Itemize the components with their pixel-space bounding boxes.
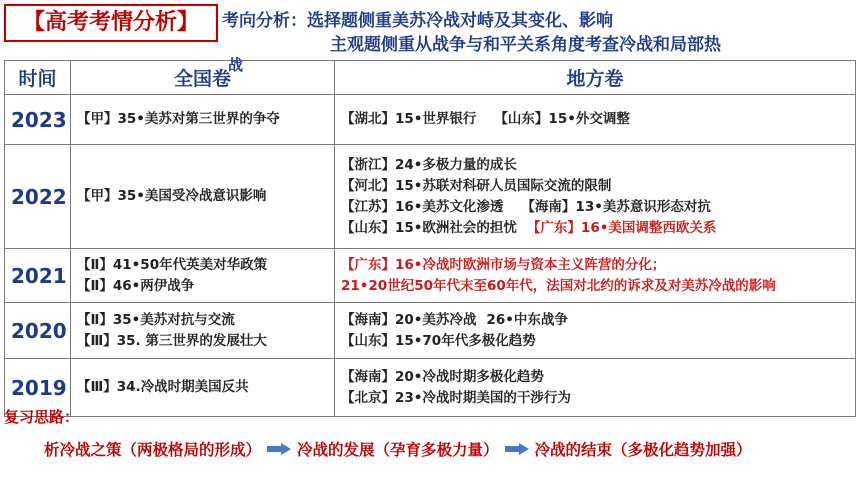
local-item: 【江苏】16•美苏文化渗透 <box>341 198 504 215</box>
analysis-line-1: 考向分析：选择题侧重美苏冷战对峙及其变化、影响 <box>222 11 613 31</box>
local-line <box>341 218 849 239</box>
local-item: 【山东】15•70年代多极化趋势 <box>341 332 536 349</box>
national-cell <box>71 249 335 303</box>
local-item: 【山东】15•欧洲社会的担忧 <box>341 219 517 236</box>
table-row <box>5 303 856 359</box>
local-line <box>341 276 849 297</box>
table-row <box>5 359 856 417</box>
local-item: 【海南】20•冷战时期多极化趋势 <box>341 368 544 385</box>
section-badge: 【高考考情分析】 <box>4 4 218 42</box>
national-item: 【Ⅱ】35•美苏对抗与交流 <box>77 311 235 328</box>
year-cell: 2023 <box>5 95 71 145</box>
local-item: 【浙江】24•多极力量的成长 <box>341 156 517 173</box>
local-line <box>341 155 849 176</box>
year-cell: 2021 <box>5 249 71 303</box>
local-line <box>341 255 849 276</box>
analysis-line-2: 主观题侧重从战争与和平关系角度考查冷战和局部热 <box>330 35 721 55</box>
table-header-row <box>5 61 856 95</box>
review-step-3: 冷战的结束（多极化趋势加强） <box>534 441 752 459</box>
local-line <box>341 109 849 130</box>
local-line <box>341 197 849 218</box>
local-item: 【湖北】15•世界银行 <box>341 111 477 127</box>
column-header-national: 全国卷 <box>71 61 335 95</box>
table-row <box>5 95 856 145</box>
local-item: 21•20世纪50年代末至60年代，法国对北约的诉求及对美苏冷战的影响 <box>341 277 776 294</box>
national-cell <box>71 145 335 249</box>
right-arrow-icon <box>505 443 529 455</box>
review-step-1: 析冷战之策（两极格局的形成） <box>44 441 262 459</box>
right-arrow-icon <box>267 443 291 455</box>
national-item: 【Ⅲ】35. 第三世界的发展壮大 <box>77 332 267 349</box>
column-header-year: 时间 <box>5 61 71 95</box>
national-item: 【甲】35•美国受冷战意识影响 <box>77 188 267 204</box>
year-cell: 2020 <box>5 303 71 359</box>
national-cell <box>71 95 335 145</box>
local-item: 26•中东战争 <box>486 311 568 328</box>
local-line <box>341 176 849 197</box>
table-row <box>5 249 856 303</box>
national-item: 【Ⅲ】34.冷战时期美国反共 <box>77 379 249 395</box>
overflow-char: 战 <box>228 56 244 74</box>
column-header-local: 地方卷 <box>335 61 856 95</box>
exam-table <box>4 60 856 417</box>
local-item: 【河北】15•苏联对科研人员国际交流的限制 <box>341 177 612 194</box>
review-step-2: 冷战的发展（孕育多极力量） <box>297 441 499 459</box>
review-label: 复习思路： <box>4 408 80 426</box>
local-line <box>341 331 849 352</box>
local-line <box>341 367 849 388</box>
national-item: 【Ⅱ】41•50年代英美对华政策 <box>77 256 268 273</box>
local-line <box>341 388 849 409</box>
table-row <box>5 145 856 249</box>
local-item: 【广东】16•冷战时欧洲市场与资本主义阵营的分化； <box>341 256 666 273</box>
year-cell: 2019 <box>5 359 71 417</box>
local-item: 【山东】15•外交调整 <box>494 111 630 127</box>
review-flow <box>44 438 752 460</box>
national-item: 【Ⅱ】46•两伊战争 <box>77 277 195 294</box>
local-item: 【海南】20•美苏冷战 <box>341 311 477 328</box>
local-cell <box>335 145 856 249</box>
national-item: 【甲】35•美苏对第三世界的争夺 <box>77 111 280 127</box>
local-cell <box>335 249 856 303</box>
local-item: 【北京】23•冷战时期美国的干涉行为 <box>341 389 571 406</box>
local-item: 【广东】16•美国调整西欧关系 <box>526 219 717 236</box>
national-cell <box>71 303 335 359</box>
local-line <box>341 310 849 331</box>
local-item: 【海南】13•美苏意识形态对抗 <box>521 198 711 215</box>
local-cell <box>335 359 856 417</box>
year-cell: 2022 <box>5 145 71 249</box>
national-cell <box>71 359 335 417</box>
local-cell <box>335 303 856 359</box>
local-cell <box>335 95 856 145</box>
